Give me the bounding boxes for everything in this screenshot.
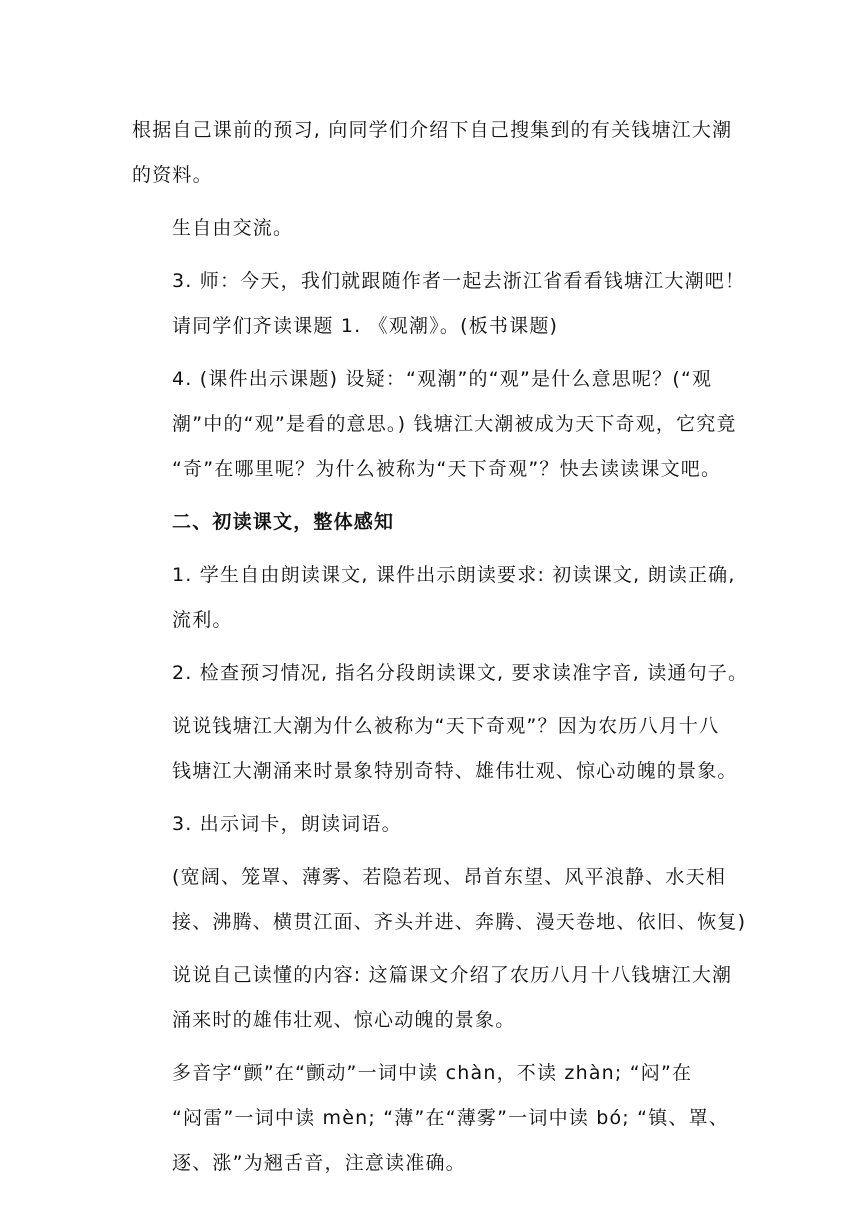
paragraph-line: 4. (课件出示课题) 设疑：“观潮”的“观”是什么意思呢？(“观 <box>172 368 713 390</box>
paragraph-line: 流利。 <box>172 609 233 631</box>
paragraph-line: 2. 检查预习情况, 指名分段朗读课文, 要求读准字音, 读通句子。 <box>172 662 749 684</box>
section-heading <box>132 500 732 545</box>
paragraph <box>132 553 736 643</box>
paragraph-line: 根据自己课前的预习, 向同学们介绍下自己搜集到的有关钱塘江大潮 <box>132 119 733 141</box>
paragraph-line: 钱塘江大潮涌来时景象特别奇特、雄伟壮观、惊心动魄的景象。 <box>172 760 738 782</box>
paragraph <box>132 855 747 945</box>
paragraph-line: 逐、涨”为翘舌音，注意读准确。 <box>172 1152 466 1174</box>
paragraph <box>132 1051 732 1186</box>
paragraph <box>132 953 732 1043</box>
paragraph-line: “奇”在哪里呢？为什么被称为“天下奇观”？快去读读课文吧。 <box>172 458 722 480</box>
paragraph-line: 的资料。 <box>132 164 213 186</box>
paragraph-line: 说说钱塘江大潮为什么被称为“天下奇观”？因为农历八月十八 <box>172 715 720 737</box>
document-body <box>132 108 749 1186</box>
paragraph-line: (宽阔、笼罩、薄雾、若隐若现、昂首东望、风平浪静、水天相 <box>172 866 727 888</box>
paragraph <box>132 259 746 349</box>
paragraph-line: 多音字“颤”在“颤动”一词中读 chàn，不读 zhàn; “闷”在 <box>172 1062 693 1084</box>
paragraph-line: 生自由交流。 <box>172 217 294 239</box>
paragraph-line: 说说自己读懂的内容: 这篇课文介绍了农历八月十八钱塘江大潮 <box>172 964 733 986</box>
paragraph-line: 二、初读课文，整体感知 <box>172 511 395 533</box>
paragraph-line: 涌来时的雄伟壮观、惊心动魄的景象。 <box>172 1009 516 1031</box>
paragraph <box>132 357 737 492</box>
paragraph <box>132 704 738 794</box>
paragraph <box>132 802 732 847</box>
paragraph-line: 3. 出示词卡，朗读词语。 <box>172 813 402 835</box>
paragraph-line: “闷雷”一词中读 mèn; “薄”在“薄雾”一词中读 bó; “镇、罩、 <box>172 1107 729 1129</box>
paragraph-line: 接、沸腾、横贯江面、齐头并进、奔腾、漫天卷地、依旧、恢复) <box>172 911 747 933</box>
paragraph <box>132 108 732 198</box>
paragraph-line: 请同学们齐读课题 1. 《观潮》。(板书课题) <box>172 315 559 337</box>
paragraph <box>132 206 732 251</box>
paragraph-line: 潮”中的“观”是看的意思。) 钱塘江大潮被成为天下奇观，它究竟 <box>172 413 737 435</box>
paragraph <box>132 651 749 696</box>
paragraph-line: 3. 师：今天，我们就跟随作者一起去浙江省看看钱塘江大潮吧！ <box>172 270 746 292</box>
paragraph-line: 1. 学生自由朗读课文, 课件出示朗读要求: 初读课文, 朗读正确, <box>172 564 736 586</box>
